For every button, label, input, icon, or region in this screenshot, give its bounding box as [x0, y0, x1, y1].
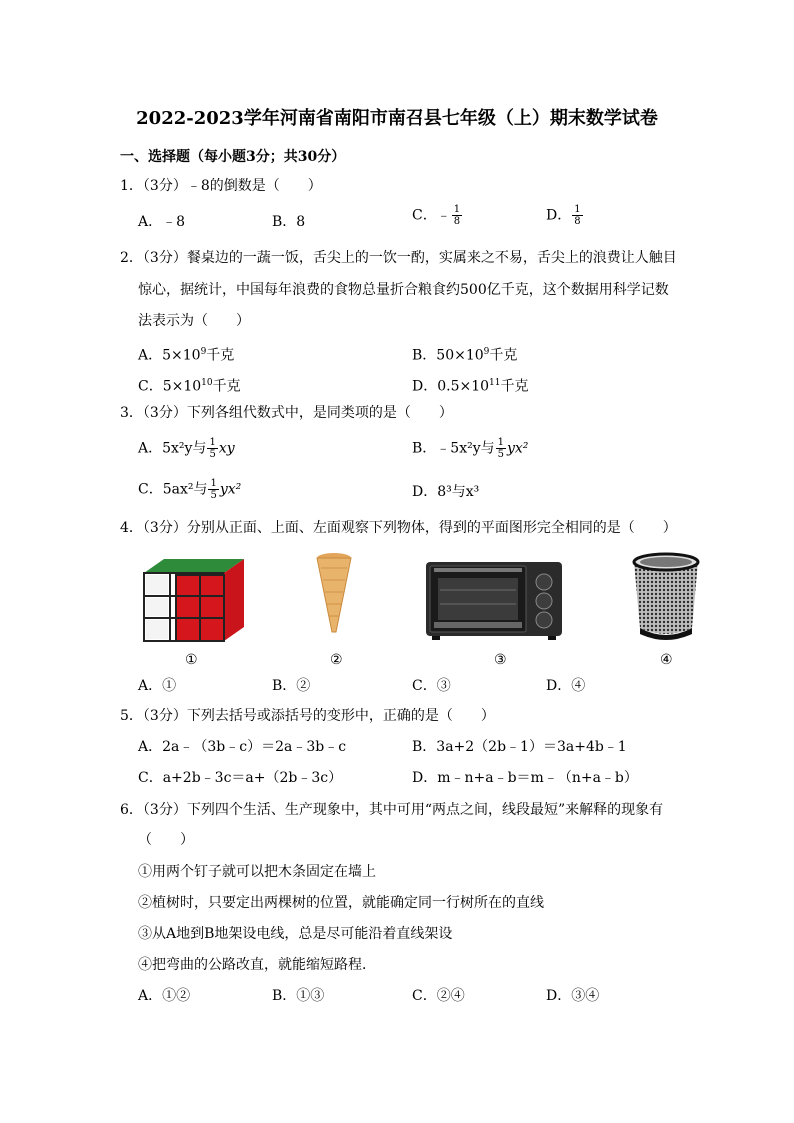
q5-option-c[interactable]: C．a+2b﹣3c＝a+（2b﹣3c）	[138, 770, 343, 786]
q2-option-c[interactable]: C．$5\times 10^{10}$千克	[138, 378, 241, 395]
q1-option-c-prefix: C．﹣	[412, 207, 451, 224]
q2-line2: 惊心，据统计，中国每年浪费的食物总量折合粮食约500亿千克，这个数据用科学记数	[138, 282, 669, 298]
q6-statement-1: ①用两个钉子就可以把木条固定在墙上	[138, 864, 376, 880]
q6-line2: （ ）	[138, 832, 194, 848]
q5-option-b[interactable]: B．3a+2（2b﹣1）＝3a+4b﹣1	[412, 739, 627, 755]
q2-option-d[interactable]: D．$0.5\times 10^{11}$千克	[412, 378, 529, 395]
q6-option-d[interactable]: D．③④	[546, 988, 600, 1004]
q4-option-a[interactable]: A．①	[138, 678, 177, 694]
q2-option-a[interactable]: A．$5\times 10^9$千克	[138, 347, 235, 364]
q2-option-b[interactable]: B．$50\times 10^9$千克	[412, 347, 518, 364]
q6-line1: 6．（3分）下列四个生活、生产现象中，其中可用“两点之间，线段最短”来解释的现象有	[120, 802, 664, 818]
q1-option-c[interactable]	[412, 204, 463, 227]
figure-label-4: ④	[660, 652, 673, 668]
rubiks-cube-image	[142, 555, 244, 645]
q1-option-a[interactable]: A．﹣8	[138, 214, 186, 230]
q5-option-d[interactable]: D．m﹣n+a﹣b＝m﹣（n+a﹣b）	[412, 770, 638, 786]
figure-label-2: ②	[330, 652, 343, 668]
q3-option-b[interactable]: B．﹣5x²y与 $\frac{1}{5}$ yx²	[412, 437, 529, 460]
q5-stem: 5．（3分）下列去括号或添括号的变形中，正确的是（ ）	[120, 708, 495, 724]
q2-line1: 2．（3分）餐桌边的一蔬一饭，舌尖上的一饮一酌，实属来之不易，舌尖上的浪费让人触目	[120, 250, 677, 266]
pen-holder-image	[630, 552, 702, 642]
toaster-oven-image	[424, 558, 564, 642]
page-title: 2022-2023学年河南省南阳市南召县七年级（上）期末数学试卷	[136, 108, 658, 129]
q1-option-d[interactable]	[546, 204, 584, 227]
q2-line3: 法表示为（ ）	[138, 313, 250, 329]
figure-label-3: ③	[494, 652, 507, 668]
fraction: $\frac{1}{8}$	[453, 204, 461, 227]
q3-option-a[interactable]: A．5x²y与 $\frac{1}{5}$ xy	[138, 437, 235, 460]
fraction: $\frac{1}{5}$	[210, 478, 217, 501]
figure-label-1: ①	[185, 652, 198, 668]
q6-option-a[interactable]: A．①②	[138, 988, 191, 1004]
q4-option-d[interactable]: D．④	[546, 678, 586, 694]
q3-option-c[interactable]: C．5ax²与 $\frac{1}{5}$ yx²	[138, 478, 242, 501]
q6-statement-4: ④把弯曲的公路改直，就能缩短路程．	[138, 957, 376, 973]
q6-option-b[interactable]: B．①③	[272, 988, 325, 1004]
q5-option-a[interactable]: A．2a﹣（3b﹣c）＝2a﹣3b﹣c	[138, 739, 347, 755]
section-heading: 一、选择题（每小题3分；共30分）	[120, 149, 346, 165]
fraction: $\frac{1}{5}$	[209, 437, 216, 460]
q6-statement-3: ③从A地到B地架设电线，总是尽可能沿着直线架设	[138, 926, 453, 942]
q1-option-b[interactable]: B．8	[272, 214, 306, 230]
q3-stem: 3．（3分）下列各组代数式中，是同类项的是（ ）	[120, 405, 453, 421]
fraction: $\frac{1}{8}$	[574, 204, 581, 227]
ice-cream-cone-image	[316, 552, 352, 634]
fraction: $\frac{1}{5}$	[497, 437, 504, 460]
q4-option-b[interactable]: B．②	[272, 678, 311, 694]
q6-option-c[interactable]: C．②④	[412, 988, 465, 1004]
q4-stem: 4．（3分）分别从正面、上面、左面观察下列物体，得到的平面图形完全相同的是（ ）	[120, 520, 677, 536]
q6-statement-2: ②植树时，只要定出两棵树的位置，就能确定同一行树所在的直线	[138, 895, 544, 911]
q1-option-d-prefix: D．	[546, 207, 572, 224]
q1-stem: 1．（3分）﹣8的倒数是（ ）	[120, 178, 322, 194]
q3-option-d[interactable]: D．8³与x³	[412, 484, 480, 500]
q4-option-c[interactable]: C．③	[412, 678, 451, 694]
